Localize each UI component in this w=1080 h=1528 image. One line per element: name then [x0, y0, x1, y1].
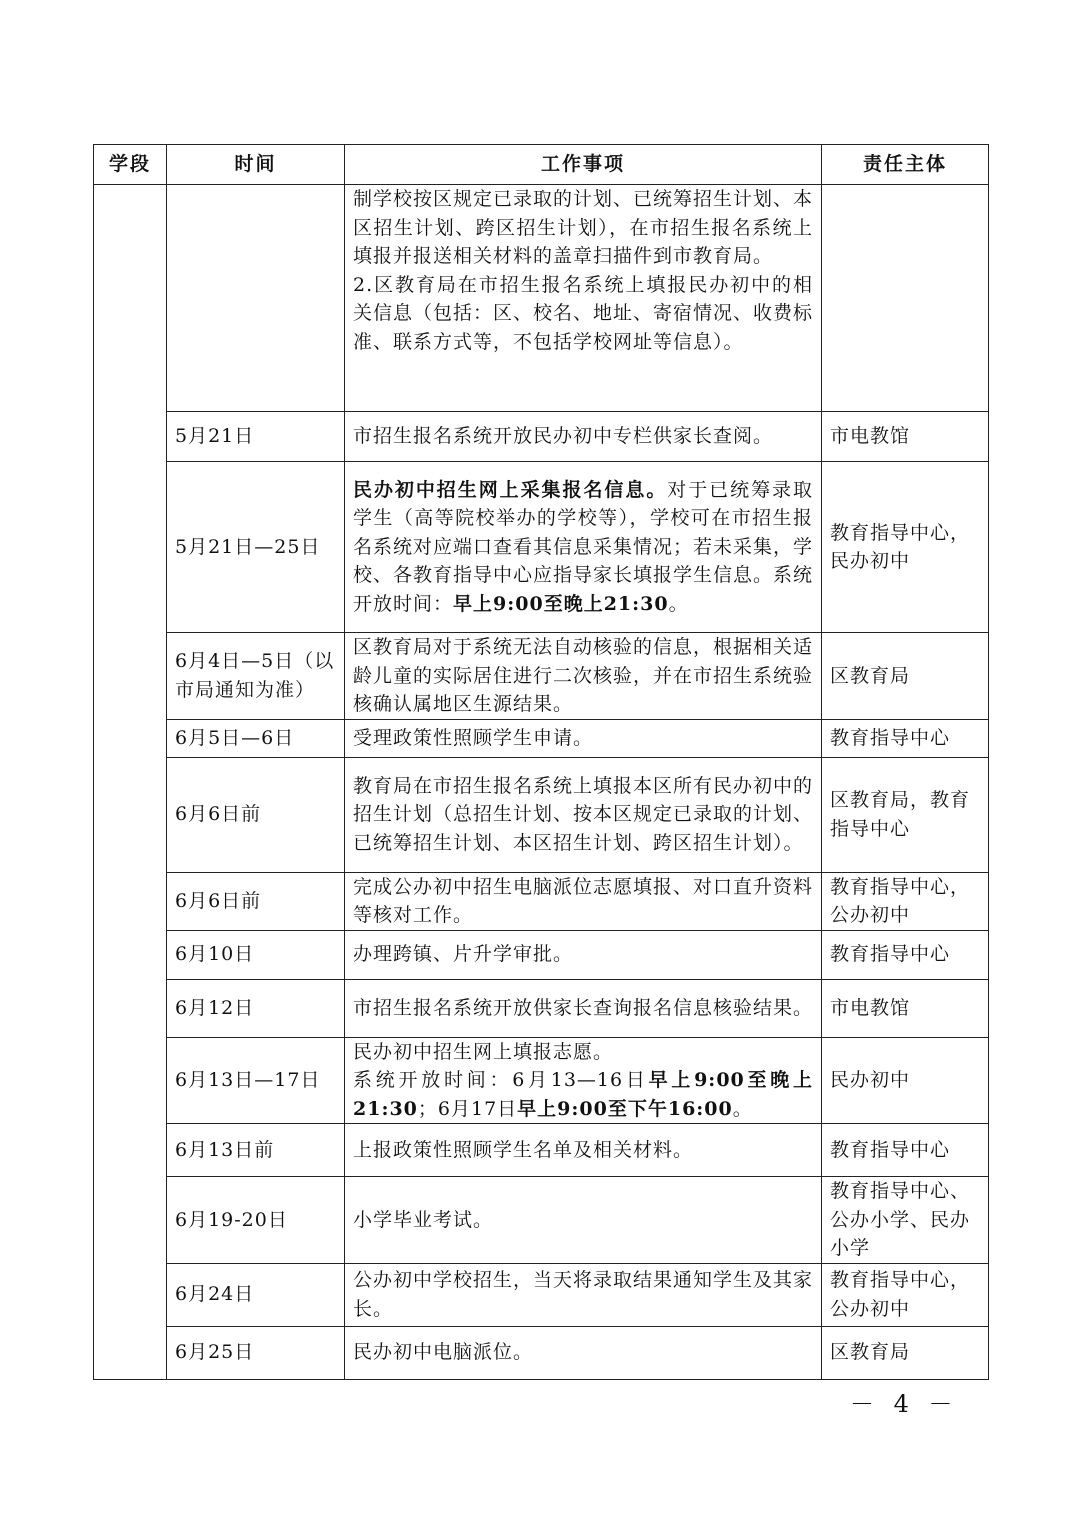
table-row — [94, 633, 989, 720]
date-cell — [167, 185, 345, 412]
table-row — [94, 979, 989, 1037]
task-cell — [345, 462, 822, 633]
header-stage: 学段 — [94, 145, 167, 185]
table-row — [94, 1326, 989, 1379]
responsible-cell: 区教育局 — [822, 1326, 989, 1379]
task-text: 制学校按区规定已录取的计划、已统筹招生计划、本区招生计划、跨区招生计划），在市招生报名系统上填报并报送相关材料的盖章扫描件到市教育局。 — [353, 188, 814, 267]
header-responsible: 责任主体 — [822, 145, 989, 185]
task-cell: 市招生报名系统开放民办初中专栏供家长查阅。 — [345, 412, 822, 462]
page-number: － 4 － — [850, 1390, 959, 1418]
responsible-cell: 教育指导中心，公办初中 — [822, 1263, 989, 1326]
date-cell: 6月5日—6日 — [167, 719, 345, 757]
task-text: 系统开放时间：6月13—16日 — [353, 1069, 649, 1091]
table-row — [94, 412, 989, 462]
task-bold-text: 早上9:00至下午16:00 — [517, 1097, 733, 1120]
responsible-cell: 教育指导中心 — [822, 719, 989, 757]
responsible-cell: 教育指导中心 — [822, 930, 989, 979]
task-cell: 上报政策性照顾学生名单及相关材料。 — [345, 1124, 822, 1177]
task-cell: 受理政策性照顾学生申请。 — [345, 719, 822, 757]
task-text: 2.区教育局在市招生报名系统上填报民办初中的相关信息（包括：区、校名、地址、寄宿情况、收费标准、联系方式等，不包括学校网址等信息）。 — [353, 273, 814, 353]
date-cell: 6月13日前 — [167, 1124, 345, 1177]
responsible-cell: 教育指导中心，公办初中 — [822, 872, 989, 930]
table-row — [94, 872, 989, 930]
task-text: 民办初中招生网上填报志愿。 — [353, 1040, 614, 1063]
task-cell: 市招生报名系统开放供家长查询报名信息核验结果。 — [345, 979, 822, 1037]
responsible-cell: 区教育局 — [822, 633, 989, 720]
responsible-cell: 民办初中 — [822, 1037, 989, 1124]
date-cell: 6月13日—17日 — [167, 1037, 345, 1124]
date-cell: 6月19-20日 — [167, 1177, 345, 1264]
task-cell — [345, 185, 822, 412]
task-cell: 办理跨镇、片升学审批。 — [345, 930, 822, 979]
table-row — [94, 462, 989, 633]
date-cell: 5月21日—25日 — [167, 462, 345, 633]
table-row — [94, 719, 989, 757]
table-header-row — [94, 145, 989, 185]
date-cell: 5月21日 — [167, 412, 345, 462]
task-bold-text: 早上9:00至晚上21:30 — [353, 1069, 813, 1120]
task-cell: 公办初中学校招生，当天将录取结果通知学生及其家长。 — [345, 1263, 822, 1326]
date-cell: 6月6日前 — [167, 757, 345, 872]
stage-cell — [94, 185, 167, 1380]
task-cell: 民办初中电脑派位。 — [345, 1326, 822, 1379]
task-cell: 教育局在市招生报名系统上填报本区所有民办初中的招生计划（总招生计划、按本区规定已录取的计划、已统筹招生计划、本区招生计划、跨区招生计划）。 — [345, 757, 822, 872]
responsible-cell: 市电教馆 — [822, 412, 989, 462]
task-cell: 小学毕业考试。 — [345, 1177, 822, 1264]
responsible-cell: 教育指导中心，民办初中 — [822, 462, 989, 633]
responsible-cell: 教育指导中心、公办小学、民办小学 — [822, 1177, 989, 1264]
table-row — [94, 1124, 989, 1177]
responsible-cell — [822, 185, 989, 412]
header-task: 工作事项 — [345, 145, 822, 185]
date-cell: 6月4日—5日（以市局通知为准） — [167, 633, 345, 720]
table-row — [94, 757, 989, 872]
task-text: ；6月17日 — [417, 1097, 518, 1120]
task-cell: 区教育局对于系统无法自动核验的信息，根据相关适龄儿童的实际居住进行二次核验，并在市招生系统验核确认属地区生源结果。 — [345, 633, 822, 720]
date-cell: 6月24日 — [167, 1263, 345, 1326]
date-cell: 6月10日 — [167, 930, 345, 979]
task-text: 。 — [668, 592, 689, 615]
table-row — [94, 1177, 989, 1264]
schedule-table — [93, 144, 989, 1380]
table-row — [94, 185, 989, 412]
responsible-cell: 教育指导中心 — [822, 1124, 989, 1177]
task-bold-text: 早上9:00至晚上21:30 — [453, 592, 669, 615]
table-row — [94, 1263, 989, 1326]
date-cell: 6月6日前 — [167, 872, 345, 930]
task-cell: 完成公办初中招生电脑派位志愿填报、对口直升资料等核对工作。 — [345, 872, 822, 930]
task-bold-text: 民办初中招生网上采集报名信息。 — [353, 478, 668, 501]
task-cell — [345, 1037, 822, 1124]
responsible-cell: 市电教馆 — [822, 979, 989, 1037]
task-text: 对于已统筹录取学生（高等院校举办的学校等），学校可在市招生报名系统对应端口查看其信息采集情况；若未采集，学校、各教育指导中心应指导家长填报学生信息。系统开放时间： — [353, 478, 814, 615]
date-cell: 6月25日 — [167, 1326, 345, 1379]
table-row — [94, 1037, 989, 1124]
table-row — [94, 930, 989, 979]
header-time: 时间 — [167, 145, 345, 185]
date-cell: 6月12日 — [167, 979, 345, 1037]
task-text: 。 — [732, 1097, 753, 1120]
responsible-cell: 区教育局，教育指导中心 — [822, 757, 989, 872]
